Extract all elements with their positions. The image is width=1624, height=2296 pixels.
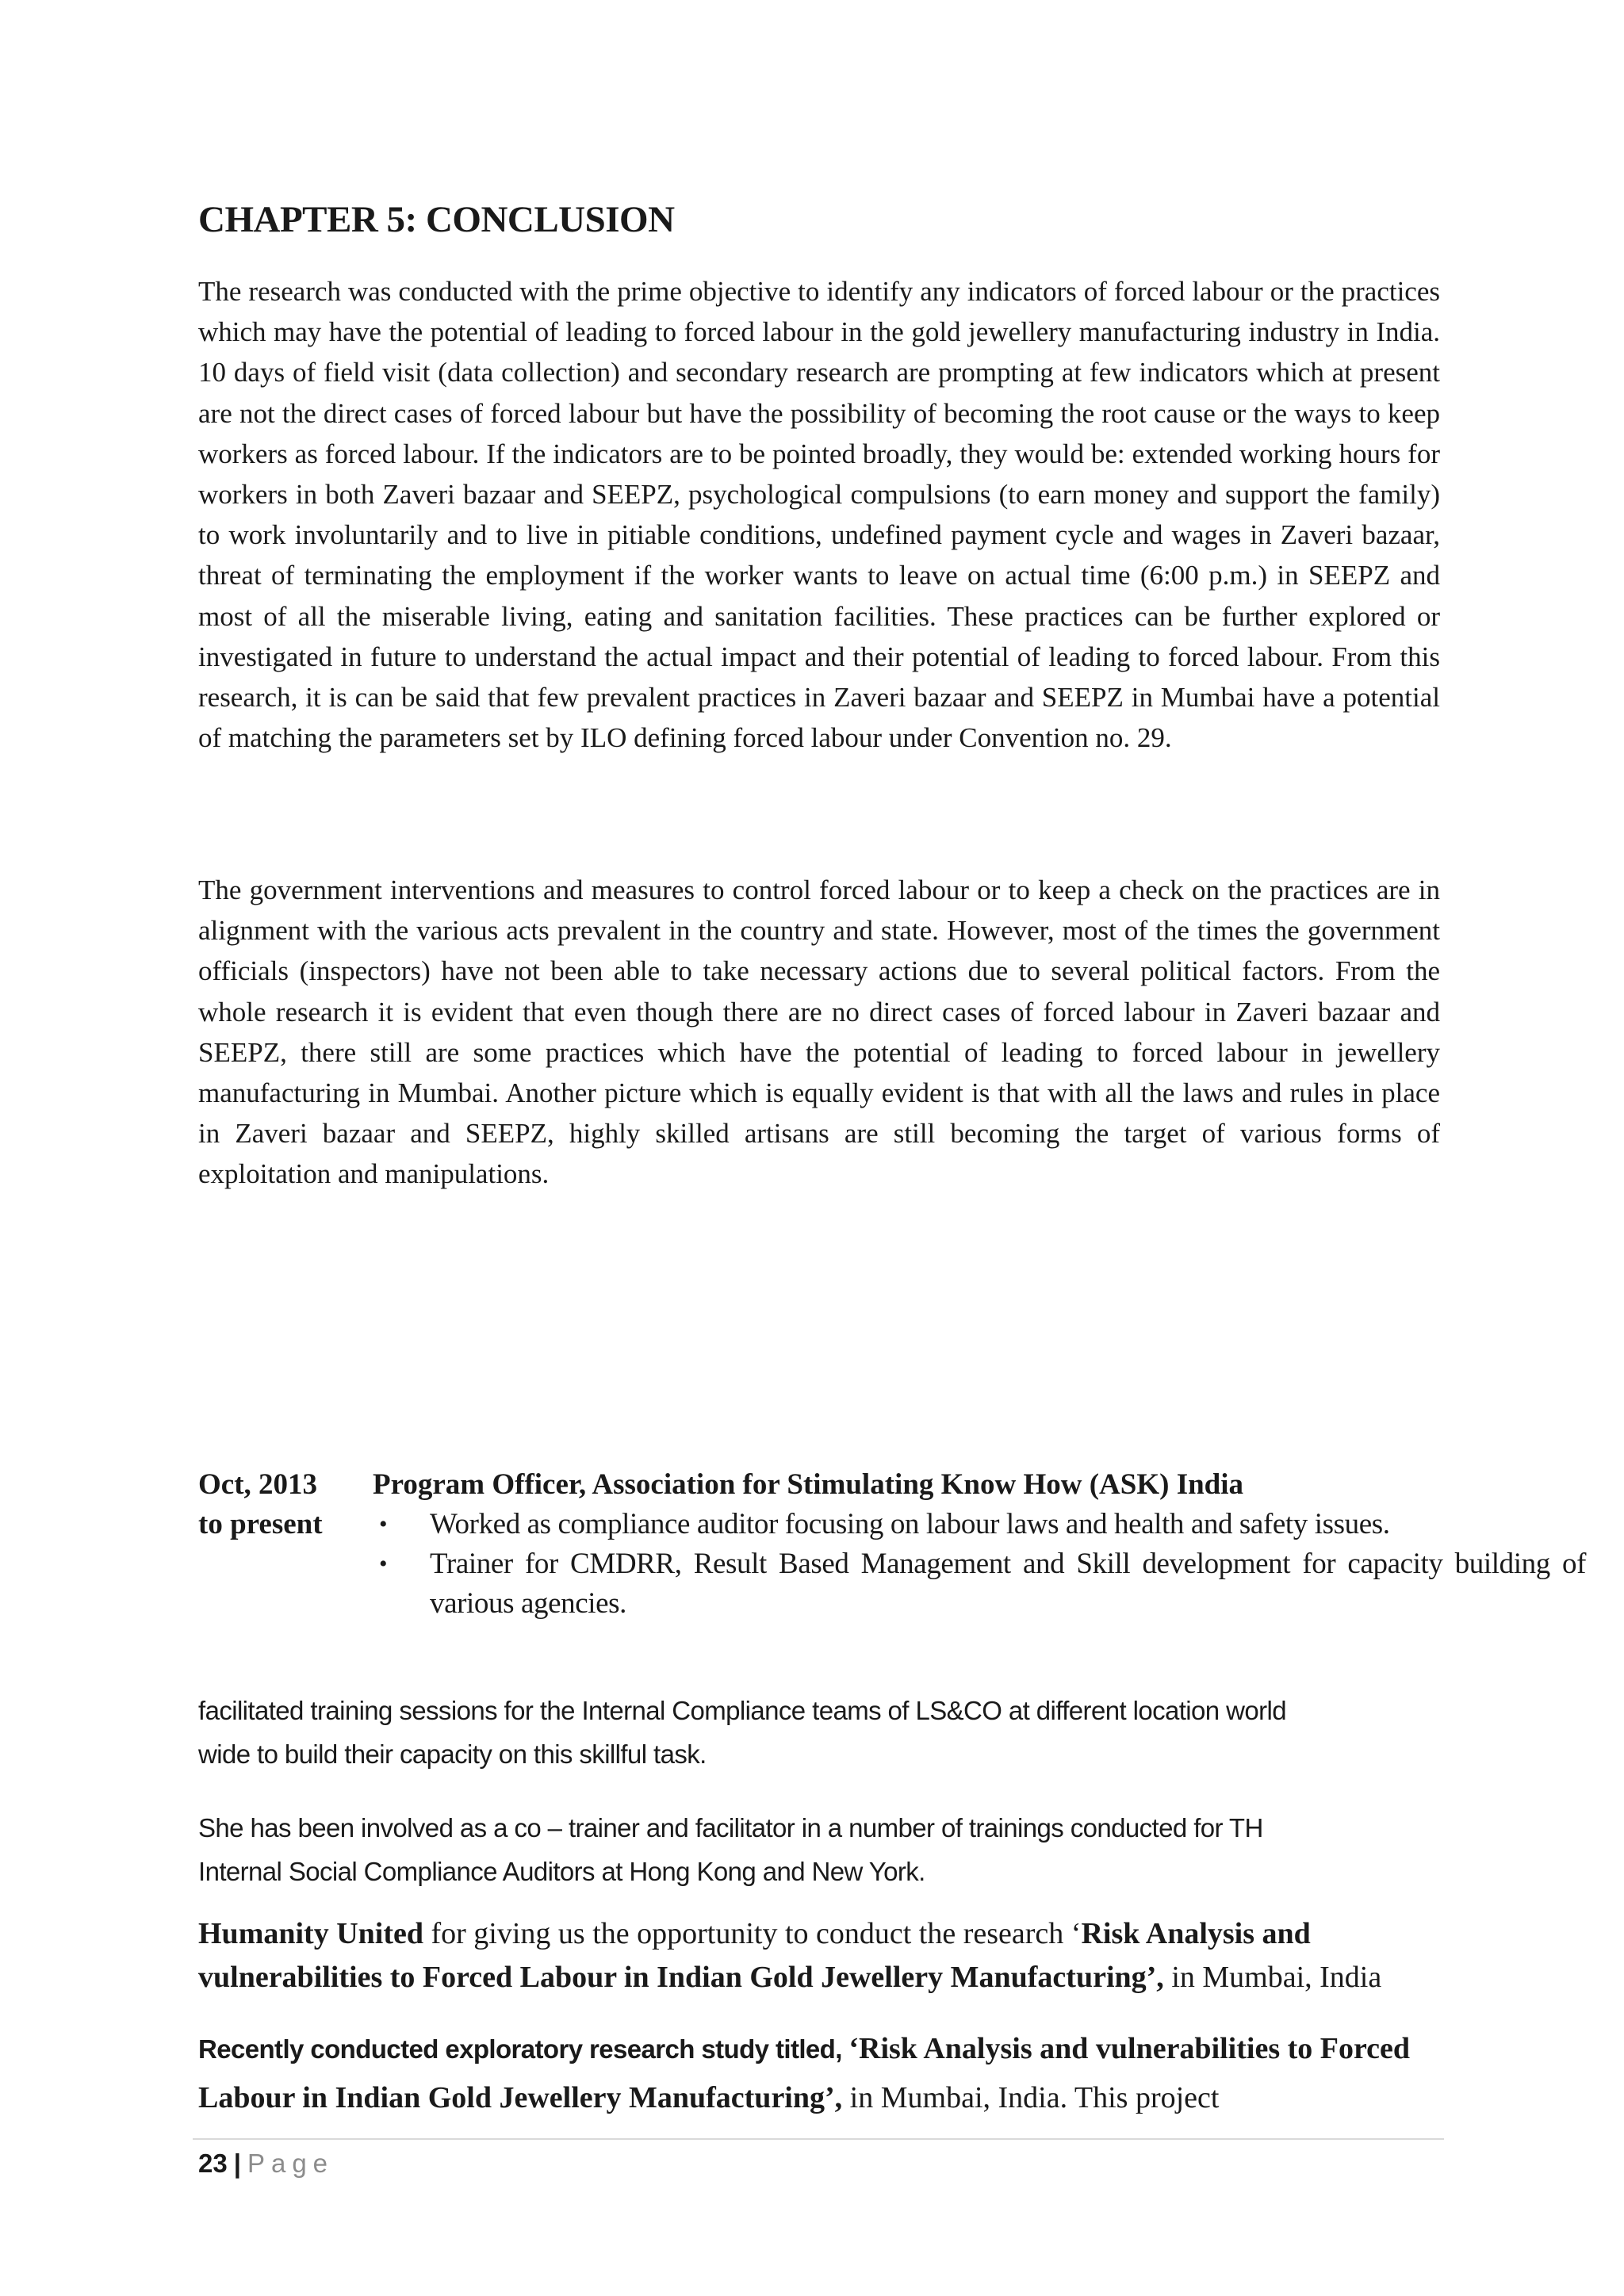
- conclusion-paragraph-1: The research was conducted with the prime objective to identify any indicators of forced labour or the practices which may have the potential of leading to forced labour in the gold jewellery manufacturing industry in India. 10 days of field visit (data collection) and secondary research are prompting at few indicators which at present are not the direct cases of forced labour but have the possibility of becoming the root cause or the ways to keep workers as forced labour. If the indicators are to be pointed broadly, they would be: extended working hours for workers in both Zaveri bazaar and SEEPZ, psychological compulsions (to earn money and support the family) to work involuntarily and to live in pitiable conditions, undefined payment cycle and wages in Zaveri bazaar, threat of terminating the employment if the worker wants to leave on actual time (6:00 p.m.) in SEEPZ and most of all the miserable living, eating and sanitation facilities. These practices can be further explored or investigated in future to understand the actual impact and their potential of leading to forced labour. From this research, it is can be said that few prevalent practices in Zaveri bazaar and SEEPZ in Mumbai have a potential of matching the parameters set by ILO defining forced labour under Convention no. 29.: [198, 276, 1440, 754]
- job-heading: Program Officer, Association for Stimulating Know How (ASK) India: [373, 1468, 1244, 1501]
- job-date-start: Oct, 2013: [198, 1468, 318, 1501]
- list-item-text: Worked as compliance auditor focusing on labour laws and health and safety issues.: [430, 1508, 1390, 1540]
- facilitated-line-1: facilitated training sessions for the Internal Compliance teams of LS&CO at different location world: [198, 1696, 1286, 1725]
- bullet-icon: •: [379, 1511, 388, 1537]
- research-title: Risk Analysis and vulnerabilities to Forced Labour in Indian Gold Jewellery Manufacturing’,: [198, 1917, 1311, 1994]
- facilitated-training-note: [198, 1689, 1467, 1776]
- job-date-range: [198, 1465, 357, 1544]
- bullet-icon: •: [379, 1551, 388, 1577]
- co-trainer-line-1: She has been involved as a co – trainer and facilitator in a number of trainings conducted for TH: [198, 1813, 1263, 1843]
- recent-lead: Recently conducted exploratory research study titled,: [198, 2034, 849, 2064]
- page-number: 23: [198, 2149, 228, 2178]
- recent-text-after: in Mumbai, India. This project: [842, 2081, 1220, 2114]
- co-trainer-line-2: Internal Social Compliance Auditors at Hong Kong and New York.: [198, 1857, 925, 1886]
- co-trainer-note: [198, 1806, 1467, 1893]
- chapter-title: CHAPTER 5: CONCLUSION: [198, 199, 675, 240]
- list-item: [373, 1505, 1586, 1544]
- page-footer: [198, 2144, 334, 2183]
- footer-divider: [193, 2138, 1444, 2140]
- job-date-end: to present: [198, 1508, 323, 1540]
- recent-research-paragraph: [198, 2027, 1483, 2126]
- list-item: [373, 1544, 1586, 1624]
- conclusion-paragraph-2: The government interventions and measures to control forced labour or to keep a check on the practices are in alignment with the various acts prevalent in the country and state. However, most of the times the government officials (inspectors) have not been able to take necessary actions due to several political factors. From the whole research it is evident that even though there are no direct cases of forced labour in Zaveri bazaar and SEEPZ, there still are some practices which have the potential of leading to forced labour in jewellery manufacturing in Mumbai. Another picture which is equally evident is that with all the laws and rules in place in Zaveri bazaar and SEEPZ, highly skilled artisans are still becoming the target of various forms of exploitation and manipulations.: [198, 874, 1440, 1190]
- acknowledgement-paragraph: [198, 1912, 1483, 1999]
- ack-text-after: in Mumbai, India: [1163, 1961, 1382, 1994]
- org-name: Humanity United: [198, 1917, 423, 1950]
- ack-text-before: for giving us the opportunity to conduct the research ‘: [423, 1917, 1082, 1950]
- footer-separator: |: [233, 2149, 241, 2178]
- page-label: Page: [247, 2149, 335, 2178]
- facilitated-line-2: wide to build their capacity on this skillful task.: [198, 1739, 707, 1769]
- list-item-text: Trainer for CMDRR, Result Based Management and Skill development for capacity building of various agencies.: [430, 1548, 1586, 1620]
- job-bullet-list: [373, 1505, 1586, 1624]
- recent-research-title: ‘Risk Analysis and vulnerabilities to Forced Labour in Indian Gold Jewellery Manufacturing’,: [198, 2032, 1411, 2114]
